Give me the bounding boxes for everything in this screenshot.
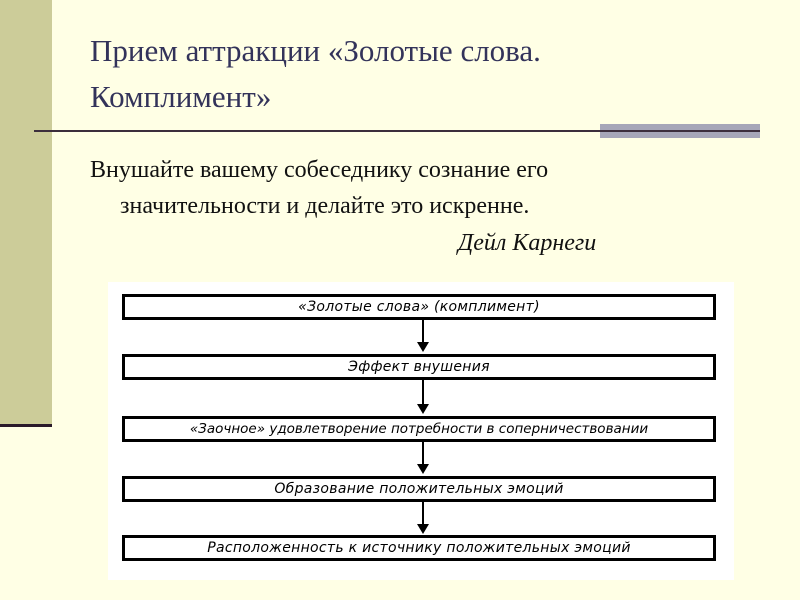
quote-text [90,152,730,224]
arrow-down-icon [417,320,429,352]
arrow-down-icon [417,502,429,534]
flow-step-3: «Заочное» удовлетворение потребности в соперничествовании [122,416,716,442]
arrow-down-icon [417,380,429,414]
flow-step-1: «Золотые слова» (комплимент) [122,294,716,320]
flow-diagram [108,282,734,580]
quote-line-2: значительности и делайте это искренне. [120,193,530,219]
slide-title [90,28,740,120]
flow-step-5: Расположенность к источнику положительных эмоций [122,535,716,561]
quote-author: Дейл Карнеги [458,230,597,256]
flow-step-2: Эффект внушения [122,354,716,380]
side-decoration-bar [0,0,52,426]
quote-line-1: Внушайте вашему собеседнику сознание его [90,157,549,183]
title-line-1: Прием аттракции «Золотые слова. [90,33,541,68]
title-rule-line [34,130,760,132]
arrow-down-icon [417,442,429,474]
title-line-2: Комплимент» [90,79,272,114]
side-decoration-line [0,424,52,427]
flow-step-4: Образование положительных эмоций [122,476,716,502]
